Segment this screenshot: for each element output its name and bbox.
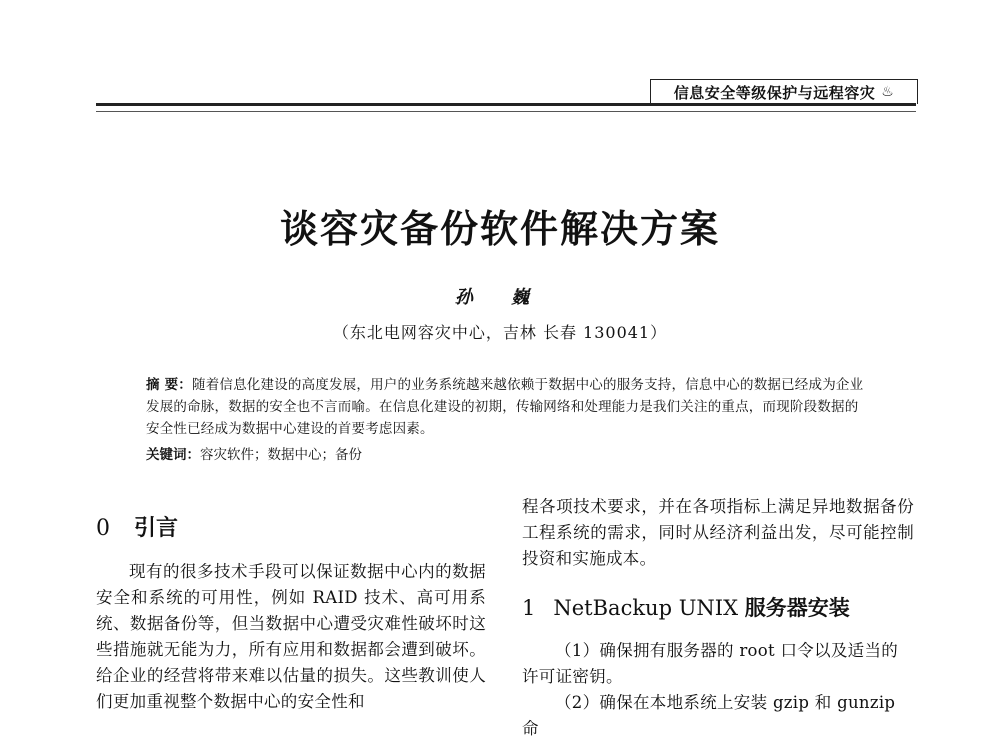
header-rule-thick: [96, 103, 916, 106]
intro-paragraph: 现有的很多技术手段可以保证数据中心内的数据安全和系统的可用性，例如 RAID 技术、高可用系统、数据备份等，但当数据中心遭受灾难性破坏时这些措施就无能为力，所有应用和数据都会遭到破坏。给企业的经营将带来难以估量的损失。这些教训使人们更加重视整个数据中心的安全性和: [96, 562, 486, 711]
keywords: [146, 444, 866, 466]
running-header: [650, 79, 918, 104]
author-affiliation: （东北电网容灾中心，吉林 长春 130041）: [332, 323, 668, 342]
article-title: 谈容灾备份软件解决方案: [279, 207, 720, 251]
section-1-body: [522, 638, 914, 742]
keywords-label: 关键词：: [146, 447, 200, 463]
keywords-text: 容灾软件；数据中心；备份: [200, 447, 362, 463]
section-0-heading: [96, 511, 178, 542]
section-1-item-2: （2）确保在本地系统上安装 gzip 和 gunzip 命: [522, 693, 896, 738]
abstract-text: 随着信息化建设的高度发展，用户的业务系统越来越依赖于数据中心的服务支持，信息中心的数据已经成为企业发展的命脉，数据的安全也不言而喻。在信息化建设的初期，传输网络和处理能力是我们关注的重点，而现阶段数据的安全性已经成为数据中心建设的首要考虑因素。: [146, 377, 864, 437]
section-0-title: 引言: [134, 516, 179, 541]
right-column: [522, 494, 914, 572]
left-column: [96, 559, 486, 715]
hot-spring-icon: ♨: [881, 84, 895, 100]
section-1-title-cjk: 服务器安装: [744, 596, 850, 620]
section-1-heading: [522, 592, 850, 622]
author-name: 孙 巍: [454, 287, 546, 308]
abstract-label: 摘 要：: [146, 377, 192, 393]
section-1-title-latin: NetBackup UNIX: [553, 596, 745, 620]
section-1-number: 1: [522, 596, 536, 620]
header-rule-thin: [96, 111, 916, 112]
section-0-number: 0: [96, 516, 110, 541]
abstract: [146, 374, 866, 440]
section-1-item-1: （1）确保拥有服务器的 root 口令以及适当的许可证密钥。: [522, 641, 899, 686]
running-header-title: 信息安全等级保护与远程容灾: [673, 83, 876, 102]
continued-paragraph: 程各项技术要求，并在各项指标上满足异地数据备份工程系统的需求，同时从经济利益出发，尽可能控制投资和实施成本。: [522, 497, 914, 568]
